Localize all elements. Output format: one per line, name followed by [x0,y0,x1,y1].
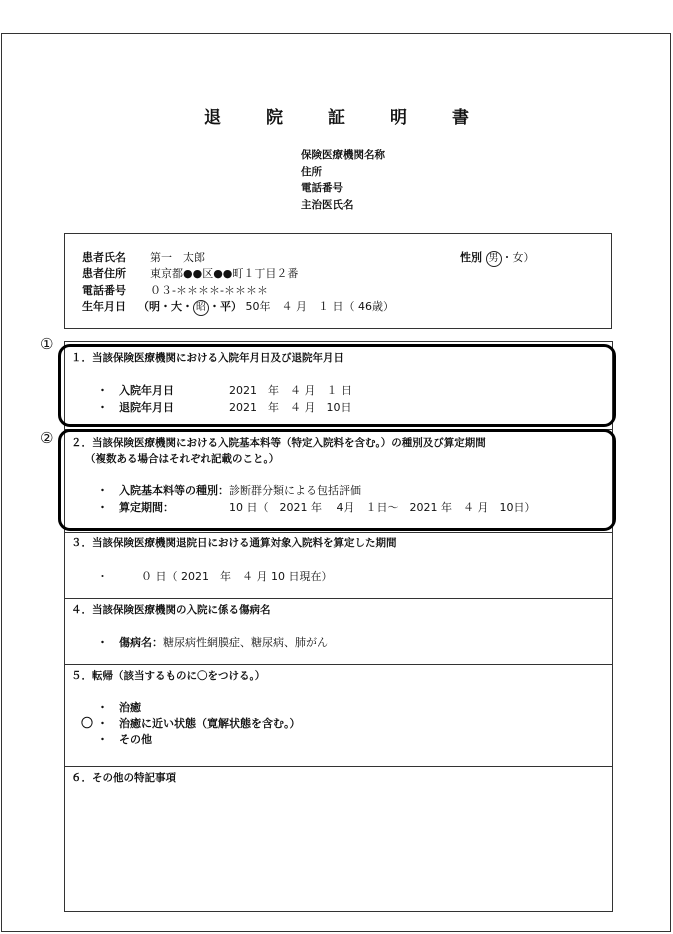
marker-1: ① [40,335,54,353]
section-2-heading-note: （複数ある場合はそれぞれ記載のこと。） [85,453,280,465]
patient-phone: ０３-＊＊＊＊-＊＊＊＊ [150,284,268,297]
institution-phone-label: 電話番号 [301,182,343,194]
era-showa-selected: 昭 [193,300,209,316]
basic-fee-kind-value: 診断群分類による包括評価 [229,484,361,497]
patient-sex-label: 性別 [460,251,482,264]
patient-name: 第一 太郎 [150,251,205,264]
section-2-heading: ２．当該保険医療機関における入院基本料等（特定入院料を含む。）の種別及び算定期間 [71,437,486,449]
section-5 [65,664,612,767]
highlight-section-1 [58,344,616,427]
patient-sex-row [460,249,535,267]
era-options-close: ・平） [209,300,242,313]
calculation-period-value: 10 日（ 2021 年 4月 １日～ 2021 年 ４ 月 10日） [229,501,536,514]
document-title: 退 院 証 明 書 [204,108,483,128]
highlight-section-2 [58,429,616,531]
patient-phone-label: 電話番号 [82,284,126,297]
section-6-heading: ６．その他の特記事項 [71,772,176,784]
patient-phone-row [82,282,268,298]
calculation-period-label: ・ 算定期間： [97,501,174,514]
institution-address-label: 住所 [301,165,322,178]
outcome-selected-mark: 〇 [81,716,94,730]
admission-date-label: ・ 入院年月日 [97,384,174,397]
outcome-near-cured: ・ 治癒に近い状態（寛解状態を含む。） [97,717,301,730]
patient-name-row [82,249,205,265]
section-4 [65,598,612,665]
section-6 [65,766,612,912]
section-5-heading: ５．転帰（該当するものに〇をつける。） [71,670,266,682]
diagnosis-row [97,634,328,650]
era-options-open: （明・大・ [138,300,193,313]
patient-info-box [64,233,612,329]
patient-dob-row [82,298,394,316]
section-1-heading: １．当該保険医療機関における入院年月日及び退院年月日 [71,352,344,364]
sex-other-options: ・女） [501,251,535,264]
total-target-period-value: ・ ０ 日（ 2021 年 ４ 月 10 日現在） [97,570,333,583]
marker-2: ② [40,429,54,447]
patient-name-label: 患者氏名 [82,251,126,264]
discharge-date-label: ・ 退院年月日 [97,401,174,414]
patient-dob-label: 生年月日 [82,300,126,313]
discharge-date-value: 2021 年 ４ 月 10日 [229,401,352,414]
basic-fee-kind-label: ・ 入院基本料等の種別： [97,484,229,497]
section-3 [65,532,612,599]
issuer-block [301,147,385,213]
section-3-heading: ３．当該保険医療機関退院日における通算対象入院料を算定した期間 [71,537,397,549]
admission-date-value: 2021 年 ４ 月 １ 日 [229,384,352,397]
institution-name-label: 保険医療機関名称 [301,149,385,161]
diagnosis-value: 糖尿病性網膜症、糖尿病、肺がん [163,636,328,649]
sex-male-selected: 男 [486,251,502,267]
patient-address-row [82,265,298,281]
patient-dob-value: 50年 ４ 月 １ 日（ 46歳） [245,300,394,313]
outcome-other: ・ その他 [97,733,152,746]
patient-address: 東京都●●区●●町１丁目２番 [150,267,299,280]
diagnosis-label: ・ 傷病名： [97,636,163,649]
patient-address-label: 患者住所 [82,267,126,280]
section-4-heading: ４．当該保険医療機関の入院に係る傷病名 [71,604,271,616]
attending-doctor-label: 主治医氏名 [301,198,354,211]
outcome-cured: ・ 治癒 [97,701,141,714]
